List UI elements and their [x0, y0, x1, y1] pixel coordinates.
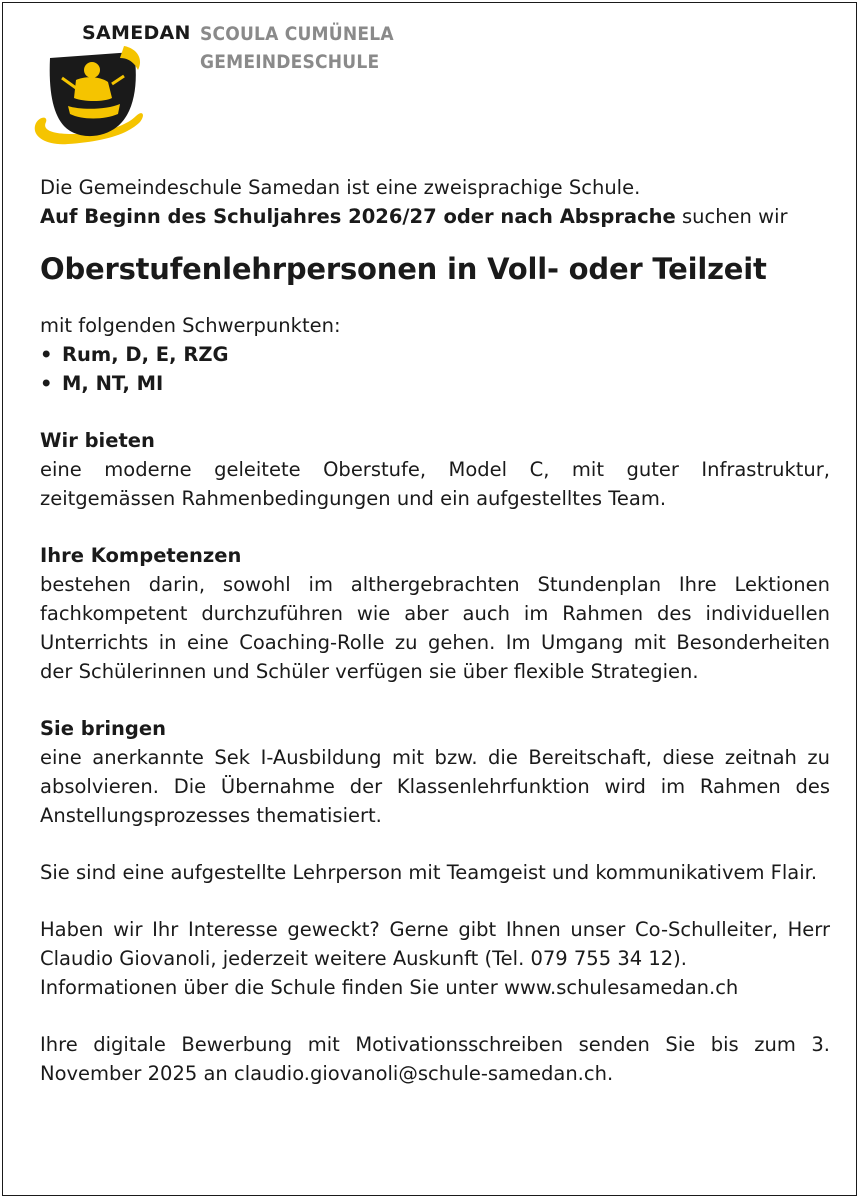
focus-item: • Rum, D, E, RZG — [40, 340, 830, 369]
competence-heading: Ihre Kompetenzen — [40, 544, 242, 567]
intro-line-1: Die Gemeindeschule Samedan ist eine zweisprachige Schule. — [40, 176, 641, 199]
requirements-text: eine anerkannte Sek I-Ausbildung mit bzw. die Bereitschaft, diese zeitnah zu absolvieren. Die Übernahme der Klassenlehrfunktion wird im Rahmen des Anstellungsprozesses thematisiert. — [40, 746, 830, 827]
focus-lead: mit folgenden Schwerpunkten: — [40, 314, 341, 337]
school-info-text: Informationen über die Schule finden Sie unter www.schulesamedan.ch — [40, 976, 739, 999]
team-text: Sie sind eine aufgestellte Lehrperson mit Teamgeist und kommunikativem Flair. — [40, 861, 818, 884]
job-title: Oberstufenlehrpersonen in Voll- oder Teilzeit — [40, 252, 767, 286]
intro-line-2 — [40, 202, 830, 231]
contact-text: Haben wir Ihr Interesse geweckt? Gerne gibt Ihnen unser Co-Schulleiter, Herr Claudio Giovanoli, jederzeit weitere Auskunft (Tel. 079 755 34 12). — [40, 918, 830, 970]
competence-text: bestehen darin, sowohl im althergebrachten Stundenplan Ihre Lektionen fachkompetent durchzuführen wie aber auch im Rahmen des individuellen Unterrichts in eine Coaching-Rolle zu gehen. Im Umgang mit Besonderheiten der Schülerinnen und Schüler verfügen sie über flexible Strategien. — [40, 573, 830, 683]
intro-start-date: Auf Beginn des Schuljahres 2026/27 oder nach Absprache — [40, 205, 676, 228]
application-text: Ihre digitale Bewerbung mit Motivationsschreiben senden Sie bis zum 3. November 2025 an claudio.giovanoli@schule-samedan.ch. — [40, 1033, 830, 1085]
school-name-romansh: SCOULA CUMÜNELA — [200, 23, 394, 45]
focus-list — [40, 340, 830, 398]
focus-item: • M, NT, MI — [40, 369, 830, 398]
offer-text: eine moderne geleitete Oberstufe, Model C, mit guter Infrastruktur, zeitgemässen Rahmenbedingungen und ein aufgestelltes Team. — [40, 458, 830, 510]
offer-heading: Wir bieten — [40, 429, 155, 452]
school-name-german: GEMEINDESCHULE — [200, 51, 380, 73]
ad-content — [40, 173, 830, 1088]
requirements-heading: Sie bringen — [40, 717, 166, 740]
intro-search: suchen wir — [675, 205, 788, 228]
brand-name: SAMEDAN — [82, 22, 191, 44]
